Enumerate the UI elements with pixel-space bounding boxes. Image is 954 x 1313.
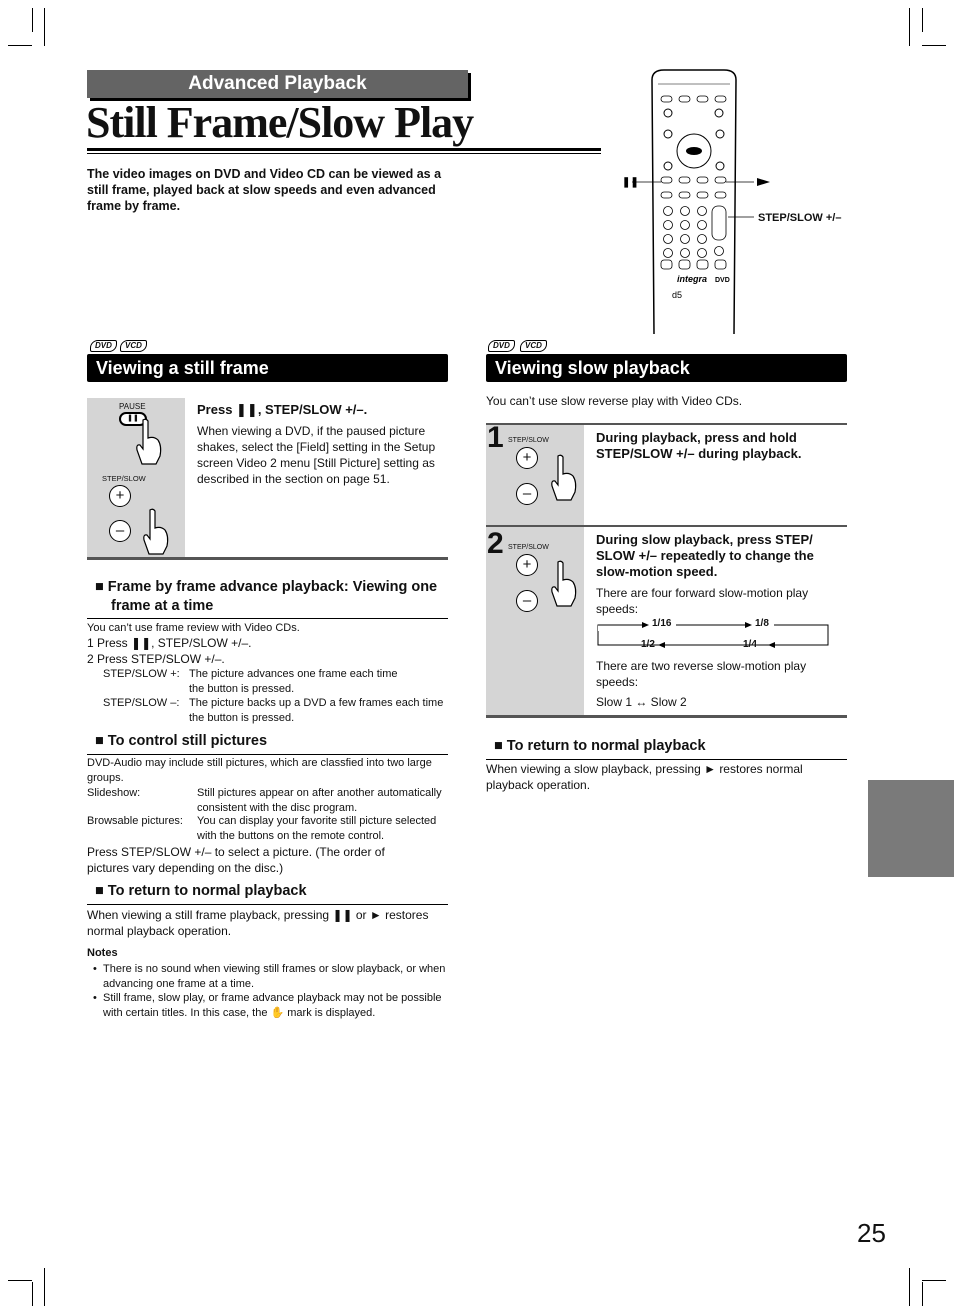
speed-cycle-diagram xyxy=(596,618,832,656)
step-slow-plus-button-icon: + xyxy=(109,485,131,507)
crop-mark xyxy=(44,8,45,46)
frame-plus-text: The picture advances one frame each time the button is pressed. xyxy=(189,668,398,695)
section-heading-slow-playback: Viewing slow playback xyxy=(486,354,847,382)
reverse-speeds-text: There are two reverse slow-motion play speeds: xyxy=(596,659,807,689)
press-instruction-body: When viewing a DVD, if the paused picture shakes, select the [Field] setting in the Setup screen Video 2 menu [Still Picture] setting as described in the section on page 51. xyxy=(197,424,436,486)
vcd-logo: VCD xyxy=(520,340,547,352)
step-1-text: During playback, press and hold STEP/SLOW +/– during playback. xyxy=(596,430,802,461)
remote-callout-step-slow: STEP/SLOW +/– xyxy=(758,212,842,224)
crop-mark xyxy=(32,8,33,32)
control-still-press: Press STEP/SLOW +/– to select a picture. (The order of pictures vary depending on the disc.) xyxy=(87,845,385,875)
page-number: 25 xyxy=(857,1218,886,1248)
control-still-heading: ■ To control still pictures xyxy=(95,733,268,749)
step-slow-label: STEP/SLOW xyxy=(508,437,549,444)
divider xyxy=(87,754,448,755)
frame-minus-text: The picture backs up a DVD a few frames each time the button is pressed. xyxy=(189,697,444,724)
control-still-intro: DVD-Audio may include still pictures, which are classfied into two large groups. xyxy=(87,757,432,784)
step-slow-minus-button-icon: – xyxy=(109,520,131,542)
page-title: Still Frame/Slow Play xyxy=(86,98,474,147)
remote-control-icon xyxy=(620,66,860,336)
vcd-logo: VCD xyxy=(120,340,147,352)
remote-illustration xyxy=(620,66,860,336)
bullet: • xyxy=(93,963,97,975)
return-normal-heading: ■ To return to normal playback xyxy=(95,883,307,899)
divider xyxy=(87,618,448,619)
notes-heading: Notes xyxy=(87,947,118,959)
speed-1-16: 1/16 xyxy=(652,618,672,629)
frame-advance-note: You can’t use frame review with Video CDs. xyxy=(87,622,300,634)
slow-return-normal-heading: ■ To return to normal playback xyxy=(494,738,706,754)
crop-mark xyxy=(8,45,32,46)
step-slow-plus-button-icon: + xyxy=(516,447,538,469)
intro-text: The video images on DVD and Video CD can be viewed as a still frame, played back at slow speeds and even advanced frame by frame. xyxy=(87,167,442,213)
slow-playback-note: You can’t use slow reverse play with Video CDs. xyxy=(486,394,743,408)
step-2-number: 2 xyxy=(487,527,504,560)
slideshow-text: Still pictures appear on after another automatically consistent with the disc program. xyxy=(197,787,442,814)
browsable-label: Browsable pictures: xyxy=(87,815,183,827)
pause-button-icon: ❚❚ xyxy=(119,412,147,426)
crop-mark xyxy=(8,1280,32,1281)
browsable-text: You can display your favorite still picture selected with the buttons on the remote control. xyxy=(197,815,437,842)
speed-1-2: 1/2 xyxy=(641,639,655,650)
step-slow-label: STEP/SLOW xyxy=(508,544,549,551)
crop-mark xyxy=(44,1268,45,1306)
pause-label: PAUSE xyxy=(119,402,146,411)
svg-text:DVD: DVD xyxy=(715,277,730,284)
pointing-hand-icon xyxy=(549,454,579,507)
pointing-hand-icon xyxy=(141,508,171,561)
svg-text:integra: integra xyxy=(677,274,708,284)
press-instruction-title: Press ❚❚, STEP/SLOW +/–. xyxy=(197,402,368,417)
divider xyxy=(486,759,847,760)
crop-mark xyxy=(922,45,946,46)
reverse-speeds-values: Slow 1 ↔ Slow 2 xyxy=(596,695,687,709)
pointing-hand-icon xyxy=(549,560,579,613)
pointing-hand-icon xyxy=(134,418,164,471)
step-1-number: 1 xyxy=(487,421,504,454)
dvd-logo: DVD xyxy=(488,340,515,352)
frame-advance-heading: ■ Frame by frame advance playback: Viewing one frame at a time xyxy=(95,579,438,614)
note-1: There is no sound when viewing still frames or slow playback, or when advancing one frame at a time. xyxy=(103,963,446,990)
frame-advance-step-2: 2 Press STEP/SLOW +/–. xyxy=(87,652,225,666)
crop-mark xyxy=(909,1268,910,1306)
section-heading-still-frame: Viewing a still frame xyxy=(87,354,448,382)
step-slow-label: STEP/SLOW xyxy=(102,474,146,483)
dvd-logo: DVD xyxy=(90,340,117,352)
crop-mark xyxy=(922,1280,946,1281)
frame-plus-label: STEP/SLOW +: xyxy=(103,668,180,680)
chapter-thumb-tab xyxy=(868,780,954,877)
title-underline-thin xyxy=(87,153,601,154)
svg-text:❚❚: ❚❚ xyxy=(622,177,639,188)
divider xyxy=(87,557,448,560)
slideshow-label: Slideshow: xyxy=(87,787,141,799)
title-underline xyxy=(87,148,601,151)
step-slow-minus-button-icon: – xyxy=(516,483,538,505)
forward-speeds-text: There are four forward slow-motion play speeds: xyxy=(596,586,809,616)
speed-1-4: 1/4 xyxy=(743,639,757,650)
crop-mark xyxy=(922,8,923,32)
svg-text:d5: d5 xyxy=(672,290,683,300)
crop-mark xyxy=(32,1282,33,1306)
section-tag: Advanced Playback xyxy=(87,70,468,98)
frame-advance-step-1: 1 Press ❚❚, STEP/SLOW +/–. xyxy=(87,636,252,650)
slow-return-normal-text: When viewing a slow playback, pressing ► restores normal playback operation. xyxy=(486,762,803,792)
return-normal-text: When viewing a still frame playback, pressing ❚❚ or ► restores normal playback operation. xyxy=(87,908,429,938)
frame-minus-label: STEP/SLOW –: xyxy=(103,697,180,709)
crop-mark xyxy=(909,8,910,46)
step-slow-plus-button-icon: + xyxy=(516,554,538,576)
bullet: • xyxy=(93,992,97,1004)
step-slow-minus-button-icon: – xyxy=(516,590,538,612)
note-2: Still frame, slow play, or frame advance playback may not be possible with certain titles. In this case, the ✋ mark is displayed. xyxy=(103,992,442,1019)
divider xyxy=(87,904,448,905)
step-2-text: During slow playback, press STEP/ SLOW +/– repeatedly to change the slow-motion speed. xyxy=(596,532,814,579)
divider xyxy=(486,715,847,718)
speed-1-8: 1/8 xyxy=(755,618,769,629)
crop-mark xyxy=(922,1282,923,1306)
